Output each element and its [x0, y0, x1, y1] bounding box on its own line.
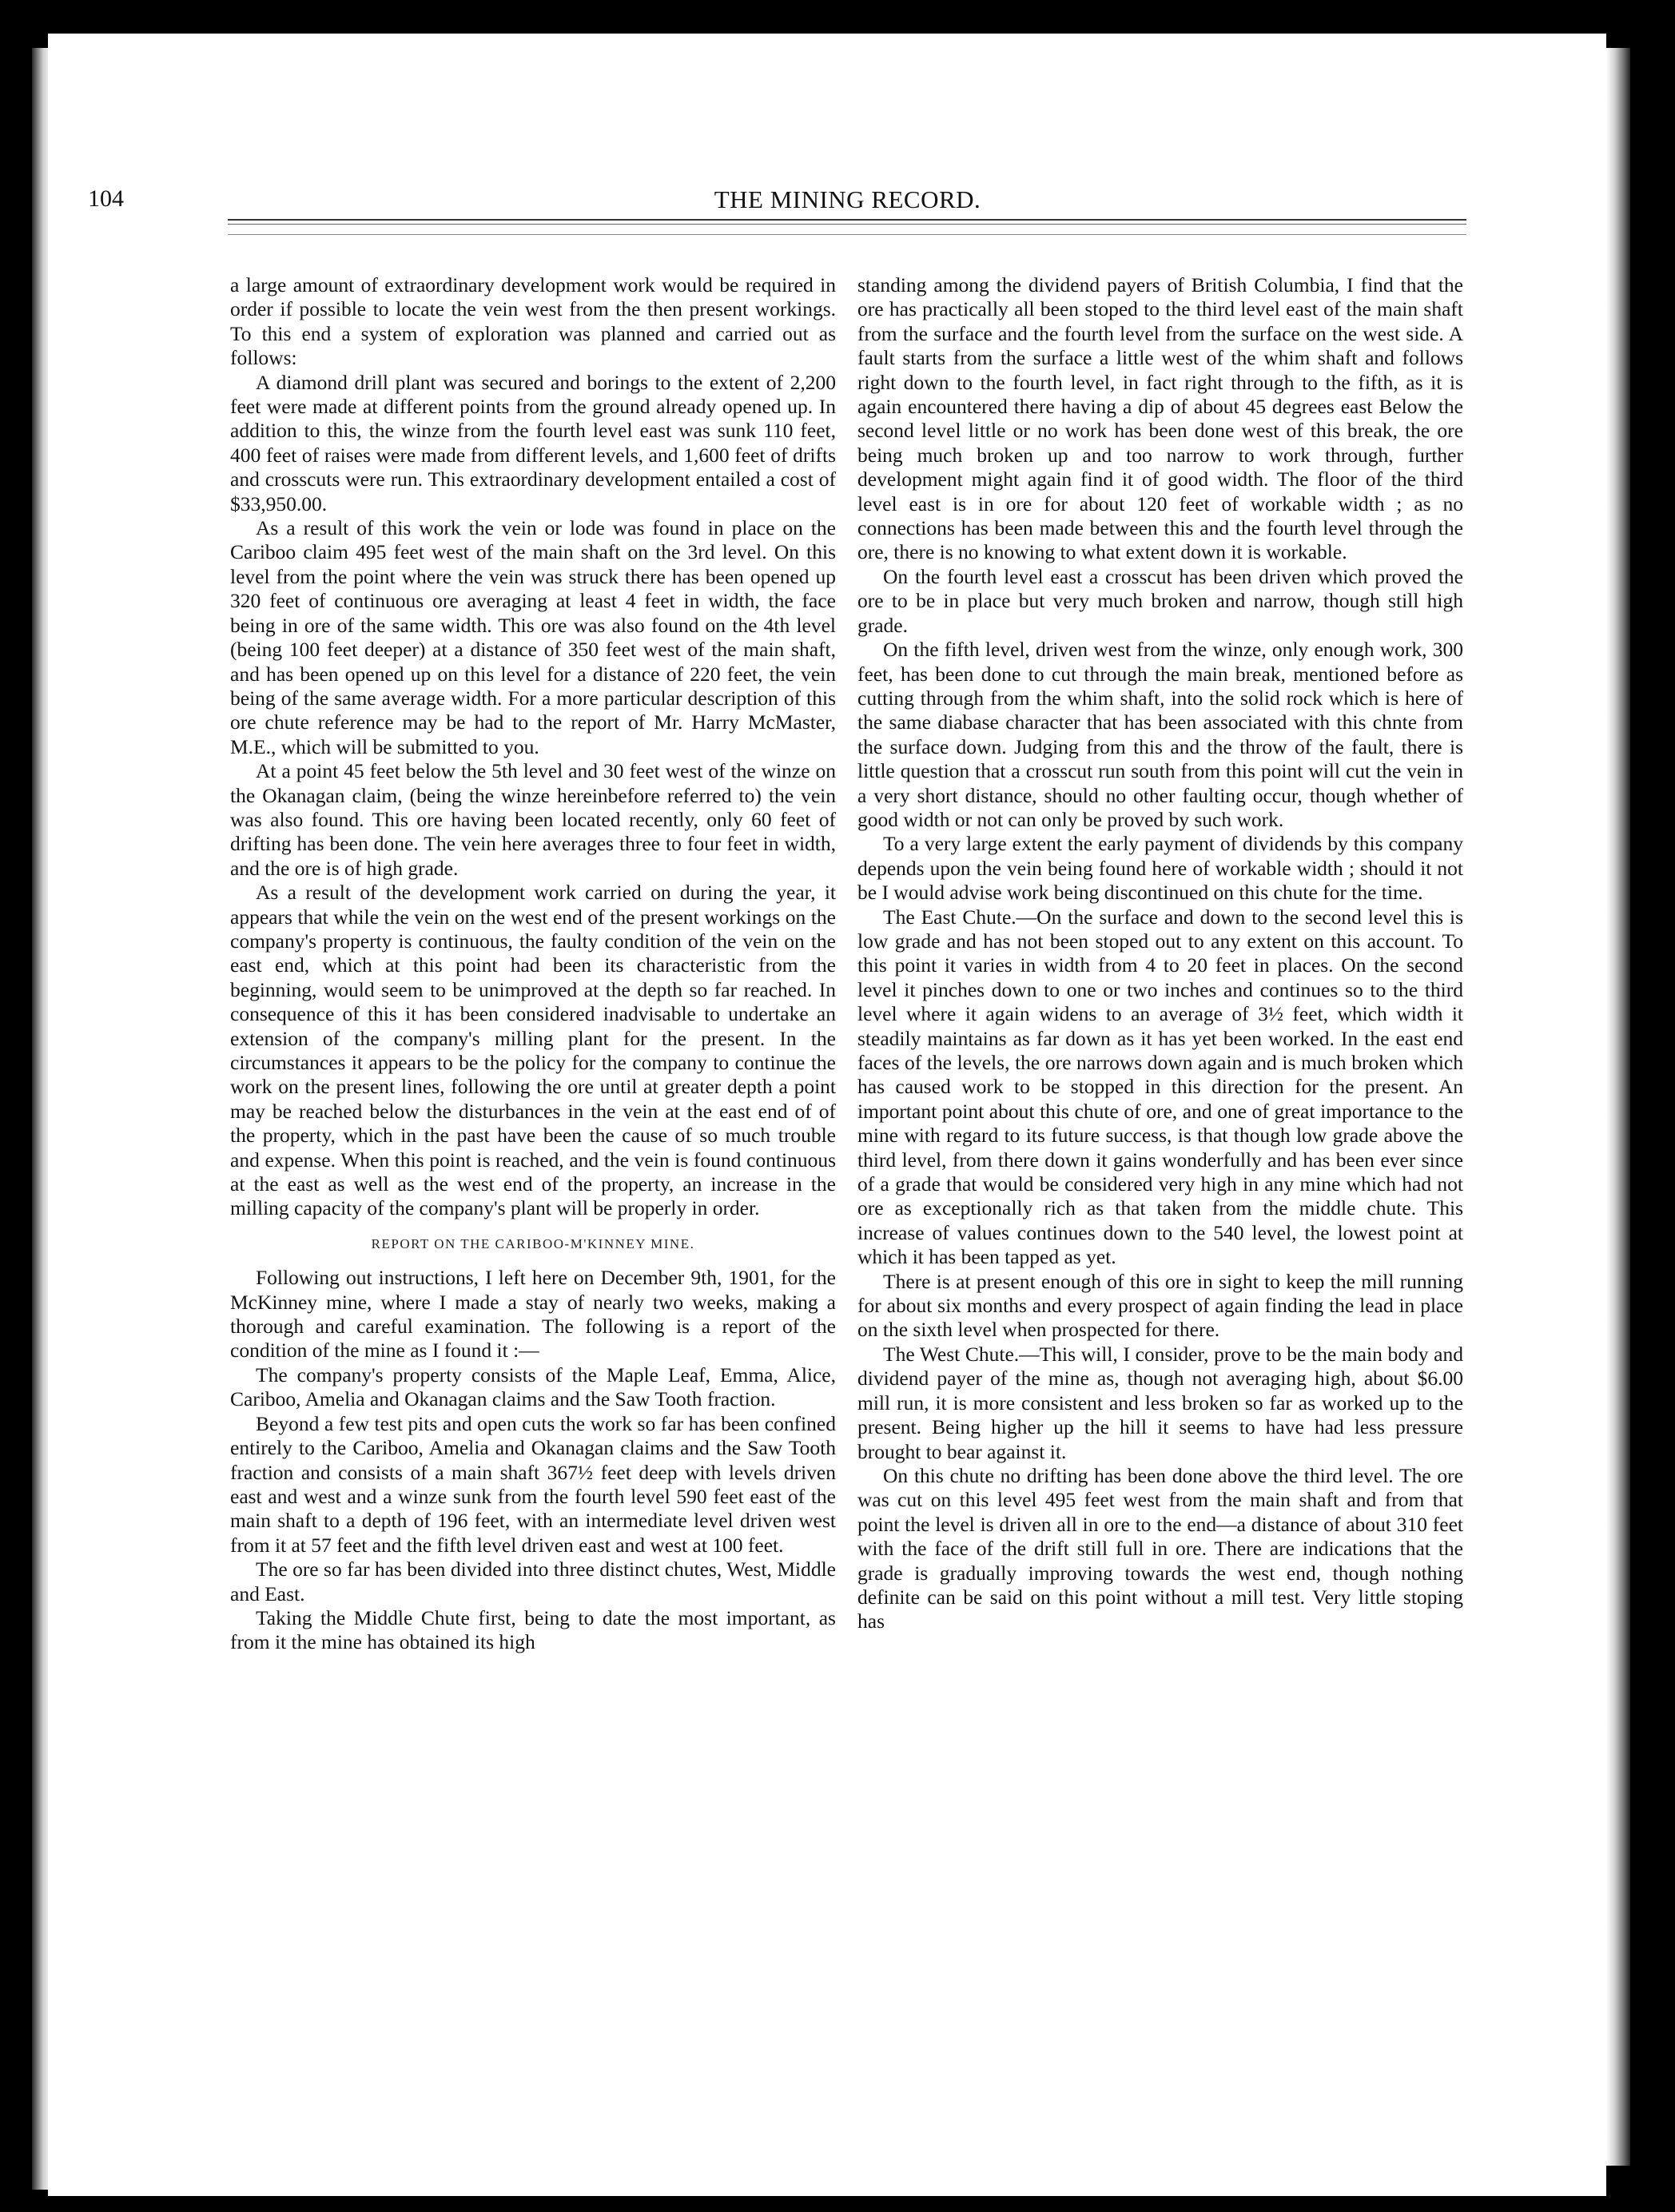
right-column [857, 273, 1463, 2095]
paragraph: As a result of this work the vein or lode was found in place on the Cariboo claim 495 feet west of the main shaft on the 3rd level. On this level from the point where the vein was struck there has been opened up 320 feet of continuous ore averaging at least 4 feet in width, the face being in ore of the same width. This ore was also found on the 4th level (being 100 feet deeper) at a distance of 350 feet west of the main shaft, and has been opened up on this level for a distance of 220 feet, the vein being of the same average width. For a more particular description of this ore chute reference may be had to the report of Mr. Harry McMaster, M.E., which will be submitted to you. [230, 516, 836, 758]
paragraph: As a result of the development work carried on during the year, it appears that while the vein on the west end of the present workings on the company's property is continuous, the faulty condition of the vein on the east end, which at this point had been its characteristic from the beginning, would seem to be unimproved at the depth so far reached. In consequence of this it has been considered inadvisable to undertake an extension of the company's milling plant for the present. In the circumstances it appears to be the policy for the company to continue the work on the present lines, following the ore until at greater depth a point may be reached below the disturbances in the vein at the east end of of the property, which in the past have been the cause of so much trouble and expense. When this point is reached, and the vein is found continuous at the east as well as the west end of the property, an increase in the milling capacity of the company's plant will be properly in order. [230, 881, 836, 1220]
paragraph: A diamond drill plant was secured and borings to the extent of 2,200 feet were made at different points from the ground already opened up. In addition to this, the winze from the fourth level east was sunk 110 feet, 400 feet of raises were made from different levels, and 1,600 feet of drifts and crosscuts were run. This extraordinary development entailed a cost of $33,950.00. [230, 370, 836, 515]
left-column [230, 273, 836, 2095]
paragraph: There is at present enough of this ore in sight to keep the mill running for about six months and every prospect of again finding the lead in place on the sixth level when prospected for there. [857, 1269, 1463, 1342]
paragraph: On the fifth level, driven west from the winze, only enough work, 300 feet, has been done to cut through the main break, mentioned before as cutting through from the whim shaft, into the solid rock which is here of the same diabase character that has been associated with this chnte from the surface down. Judging from this and the throw of the fault, there is little question that a crosscut run south from this point will cut the vein in a very short distance, should no other faulting occur, though whether of good width or not can only be proved by such work. [857, 638, 1463, 831]
paragraph: On the fourth level east a crosscut has been driven which proved the ore to be in place but very much broken and narrow, though still high grade. [857, 564, 1463, 637]
paragraph: At a point 45 feet below the 5th level and 30 feet west of the winze on the Okanagan claim, (being the winze hereinbefore referred to) the vein was also found. This ore having been located recently, only 60 feet of drifting has been done. The vein here averages three to four feet in width, and the ore is of high grade. [230, 759, 836, 880]
section-heading: REPORT ON THE CARIBOO-M'KINNEY MINE. [371, 1235, 695, 1251]
paragraph: The East Chute.—On the surface and down to the second level this is low grade and has not been stoped out to any extent on this account. To this point it varies in width from 4 to 20 feet in places. On the second level it pinches down to one or two inches and continues so to the third level where it again widens to an average of 3½ feet, which width it steadily maintains as far down as it has yet been worked. In the east end faces of the levels, the ore narrows down again and is much broken which has caused work to be stopped in this direction for the present. An important point about this chute of ore, and one of great importance to the mine with regard to its future success, is that though low grade above the third level, from there down it gains wonderfully and has been ever since of a grade that would be considered very high in any mine which had not ore as exceptionally rich as that taken from the middle chute. This increase of values continues down to the 540 level, the lowest point at which it has been tapped as yet. [857, 905, 1463, 1269]
running-title: THE MINING RECORD. [714, 185, 981, 213]
paragraph: The West Chute.—This will, I consider, prove to be the main body and dividend payer of the mine as, though not averaging high, about $6.00 mill run, it is more consistent and less broken so far as worked up to the present. Being higher up the hill it seems to have had less pressure brought to bear against it. [857, 1342, 1463, 1463]
paragraph: The ore so far has been divided into three distinct chutes, West, Middle and East. [230, 1558, 836, 1605]
paragraph: a large amount of extraordinary development work would be required in order if possible to locate the vein west from the then present workings. To this end a system of exploration was planned and carried out as follows: [230, 273, 836, 370]
header-rule [228, 219, 1466, 221]
book-edge-right [1606, 48, 1630, 2166]
paragraph: On this chute no drifting has been done above the third level. The ore was cut on this level 495 feet west from the main shaft and from that point the level is driven all in ore to the end—a distance of about 310 feet with the face of the drift still full in ore. There are indications that the grade is gradually improving towards the west end, though nothing definite can be said on this point without a mill test. Very little stoping has [857, 1463, 1463, 1633]
header-rule [228, 224, 1466, 225]
book-edge-left [32, 48, 48, 2190]
paragraph: Taking the Middle Chute first, being to date the most important, as from it the mine has obtained its high [230, 1605, 836, 1654]
paragraph: To a very large extent the early payment of dividends by this company depends upon the vein being found here of workable width ; should it not be I would advise work being discontinued on this chute for the time. [857, 832, 1463, 905]
header-rule [228, 234, 1466, 235]
paragraph: The company's property consists of the Maple Leaf, Emma, Alice, Cariboo, Amelia and Okanagan claims and the Saw Tooth fraction. [230, 1363, 836, 1411]
paragraph: Following out instructions, I left here on December 9th, 1901, for the McKinney mine, where I made a stay of nearly two weeks, making a thorough and careful examination. The following is a report of the condition of the mine as I found it :— [230, 1266, 836, 1363]
paragraph: standing among the dividend payers of British Columbia, I find that the ore has practically all been stoped to the third level east of the main shaft from the surface and the fourth level from the surface on the west side. A fault starts from the surface a little west of the whim shaft and follows right down to the fourth level, in fact right through to the fifth, as it is again encountered there having a dip of about 45 degrees east Below the second level little or no work has been done west of this break, the ore being much broken up and too narrow to work through, further development might again find it of good width. The floor of the third level east is in ore for about 120 feet of workable width ; as no connections has been made between this and the fourth level through the ore, there is no knowing to what extent down it is workable. [857, 273, 1463, 564]
paragraph: Beyond a few test pits and open cuts the work so far has been confined entirely to the Cariboo, Amelia and Okanagan claims and the Saw Tooth fraction and consists of a main shaft 367½ feet deep with levels driven east and west and a winze sunk from the fourth level 590 feet east of the main shaft to a depth of 196 feet, with an intermediate level driven west from it at 57 feet and the fifth level driven east and west at 100 feet. [230, 1411, 836, 1557]
page-number: 104 [88, 185, 124, 212]
